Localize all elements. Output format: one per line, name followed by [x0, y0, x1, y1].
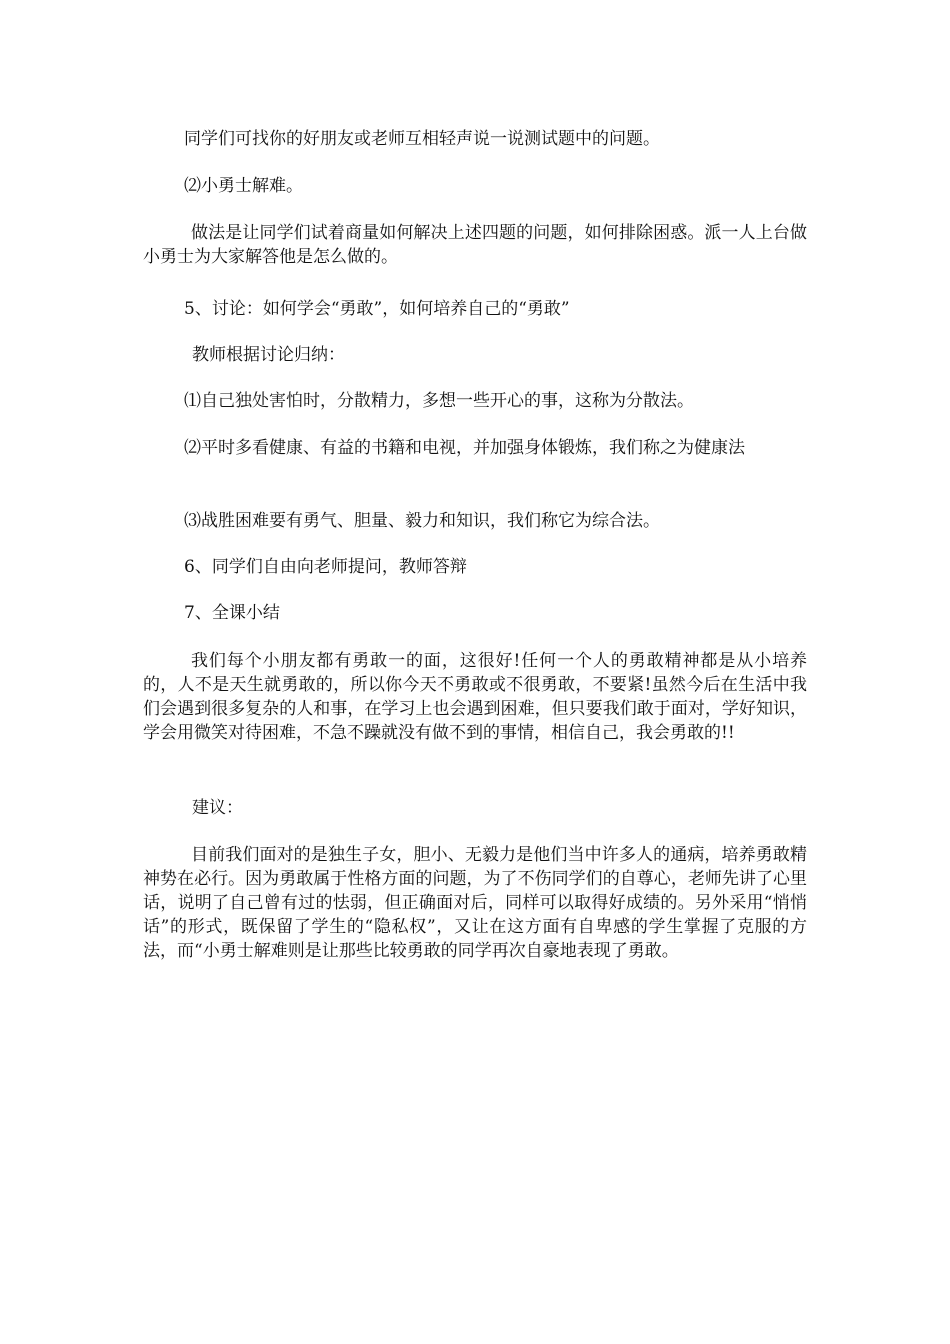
paragraph-distraction-method: ⑴自己独处害怕时，分散精力，多想一些开心的事，这称为分散法。 — [184, 391, 694, 411]
paragraph-discussion-heading: 5、讨论：如何学会“勇敢”，如何培养自己的“勇敢” — [184, 299, 570, 319]
paragraph-questions: 6、同学们自由向老师提问，教师答辩 — [184, 557, 467, 577]
paragraph-suggestion-body: 目前我们面对的是独生子女，胆小、无毅力是他们当中许多人的通病，培养勇敢精神势在必行。因为勇敢属于性格方面的问题，为了不伤同学们的自尊心，老师先讲了心里话，说明了自己曾有过的怯弱，但正确面对后，同样可以取得好成绩的。另外采用“悄悄话”的形式，既保留了学生的“隐私权”，又让在这方面有自卑感的学生掌握了克服的方法，而“小勇士解难则是让那些比较勇敢的同学再次自豪地表现了勇敢。 — [143, 845, 807, 961]
paragraph-suggestion-heading: 建议： — [192, 798, 243, 818]
paragraph-teacher-summary: 教师根据讨论归纳： — [192, 345, 345, 365]
paragraph-whisper-share: 同学们可找你的好朋友或老师互相轻声说一说测试题中的问题。 — [184, 129, 660, 149]
paragraph-brave-solve-heading: ⑵小勇士解难。 — [184, 176, 303, 196]
paragraph-summary-body: 我们每个小朋友都有勇敢一的面，这很好!任何一个人的勇敢精神都是从小培养的，人不是天生就勇敢的，所以你今天不勇敢或不很勇敢，不要紧!虽然今后在生活中我们会遇到很多复杂的人和事，在学习上也会遇到困难，但只要我们敢于面对，学好知识，学会用微笑对待困难，不急不躁就没有做不到的事情，相信自己，我会勇敢的!! — [143, 651, 807, 743]
paragraph-combined-method: ⑶战胜困难要有勇气、胆量、毅力和知识，我们称它为综合法。 — [184, 511, 660, 531]
paragraph-method: 做法是让同学们试着商量如何解决上述四题的问题，如何排除困惑。派一人上台做小勇士为大家解答他是怎么做的。 — [143, 223, 807, 267]
paragraph-summary-heading: 7、全课小结 — [184, 603, 280, 623]
paragraph-health-method: ⑵平时多看健康、有益的书籍和电视，并加强身体锻炼，我们称之为健康法 — [184, 438, 745, 458]
